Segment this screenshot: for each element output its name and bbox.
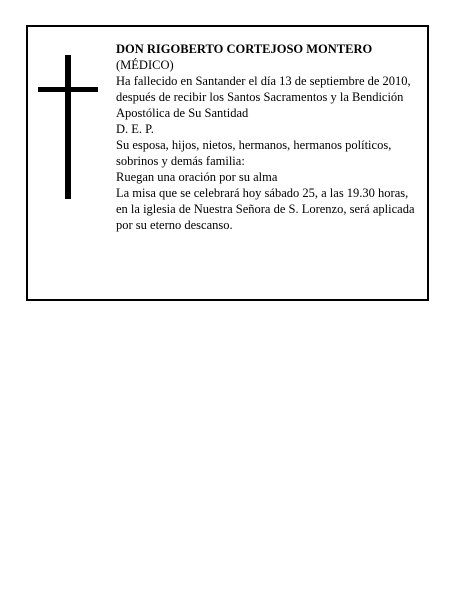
death-announcement: Ha fallecido en Santander el día 13 de septiembre de 2010, después de recibir los Santos Sacramentos y la Bendición Apostólica de Su Santidad [116,74,411,120]
obituary-notice [26,25,429,301]
cross-horizontal-bar [38,87,98,92]
notice-text [116,41,422,233]
rest-in-peace: D. E. P. [116,122,154,136]
family-line: Su esposa, hijos, nietos, hermanos, hermanos políticos, sobrinos y demás familia: [116,138,392,168]
deceased-profession: (MÉDICO) [116,58,174,72]
mass-details: La misa que se celebrará hoy sábado 25, a las 19.30 horas, en la iglesia de Nuestra Señora de S. Lorenzo, será aplicada por su eterno descanso. [116,186,415,232]
cross-icon [38,55,98,199]
cross-vertical-bar [65,55,71,199]
prayer-request: Ruegan una oración por su alma [116,170,278,184]
deceased-name: DON RIGOBERTO CORTEJOSO MONTERO [116,42,373,56]
